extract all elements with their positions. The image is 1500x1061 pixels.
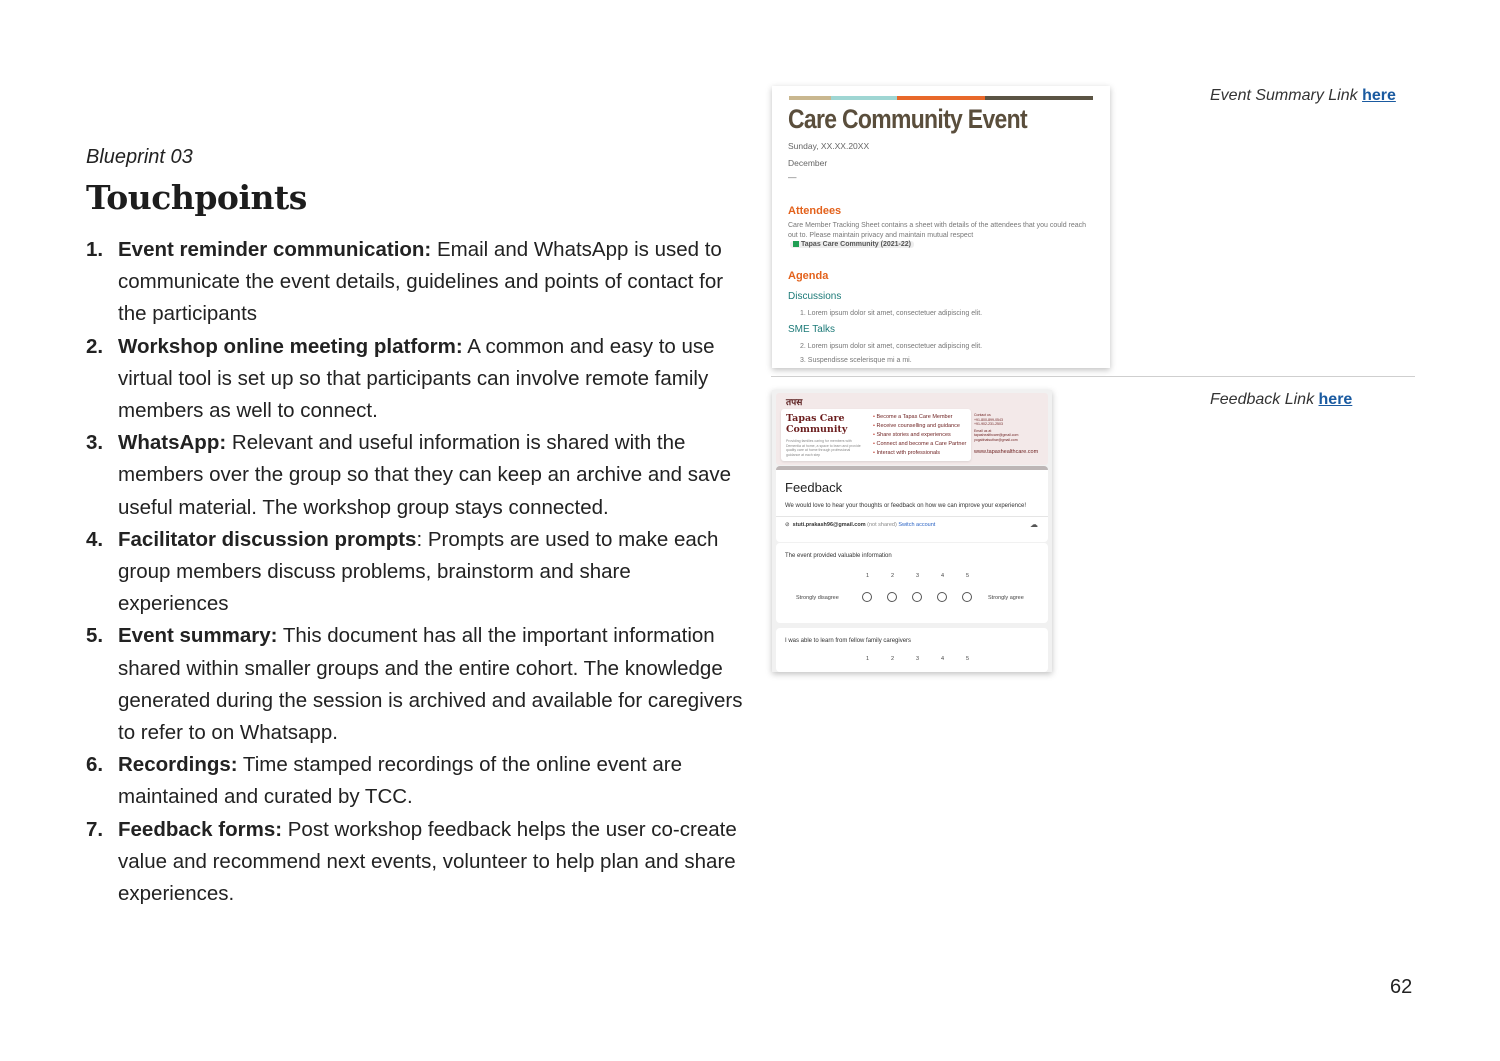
radio-2[interactable]: [887, 592, 897, 602]
scale-number: 2: [891, 573, 895, 579]
item-text: Time stamped recordings of the online event are maintained and curated by TCC.: [118, 753, 683, 809]
event-summary-link-label: [1210, 87, 1396, 105]
list-item: [86, 814, 746, 911]
list-item: [86, 524, 746, 621]
list-item: [86, 234, 746, 331]
scale-number: 2: [891, 656, 895, 662]
item-heading: Event summary:: [118, 624, 278, 648]
item-heading: Workshop online meeting platform:: [118, 334, 463, 358]
agenda-item: 1. Lorem ipsum dolor sit amet, consectetuer adipiscing elit.: [800, 310, 983, 317]
page-number: 62: [1390, 976, 1413, 998]
item-heading: Feedback forms:: [118, 817, 283, 841]
page-subtitle: Blueprint 03: [86, 146, 193, 168]
scale-number: 5: [966, 573, 970, 579]
attendees-heading: Attendees: [788, 205, 842, 217]
feedback-form-thumbnail: [772, 390, 1052, 672]
doc-title: Care Community Event: [788, 104, 1027, 134]
switch-account-link[interactable]: Switch account: [898, 522, 936, 528]
sheets-icon: [793, 241, 799, 247]
form-banner: [776, 393, 1048, 465]
phone: +91-800-899-0543: [974, 417, 1003, 422]
cloud-icon: ☁: [1030, 520, 1038, 529]
tcc-website: www.tapashealthcare.com: [974, 449, 1039, 455]
tcc-logo: तपस: [786, 397, 803, 407]
radio-3[interactable]: [912, 592, 922, 602]
link-label-text: Event Summary Link: [1210, 87, 1363, 104]
divider: [776, 516, 1048, 517]
tcc-name-line: Community: [786, 424, 848, 435]
scale-number: 1: [866, 573, 870, 579]
bar-segment: [831, 96, 897, 100]
radio-1[interactable]: [862, 592, 872, 602]
scale-number: 4: [941, 656, 945, 662]
phone: +91-902-231-2503: [974, 422, 1003, 426]
scale-number: 1: [866, 656, 870, 662]
item-heading: WhatsApp:: [118, 431, 227, 455]
tcc-contact: [974, 413, 1018, 442]
feedback-link[interactable]: here: [1318, 391, 1353, 408]
list-item: [86, 427, 746, 524]
event-summary-link[interactable]: here: [1362, 87, 1396, 104]
item-text: Post workshop feedback helps the user co-create value and recommend next events, volunteer to help plan and share experiences.: [118, 817, 737, 906]
item-heading: Facilitator discussion prompts: [118, 527, 417, 551]
doc-date: Sunday, XX.XX.20XX: [788, 141, 870, 151]
agenda-heading: Agenda: [788, 270, 829, 282]
account-email: stuti.prakash96@gmail.com: [792, 522, 866, 528]
item-text: : Prompts are used to make each group members discuss problems, brainstorm and share experiences: [118, 527, 719, 616]
item-number: 7.: [86, 817, 104, 841]
question-text: I was able to learn from fellow family caregivers: [785, 638, 912, 644]
scale-number: 3: [916, 573, 920, 579]
hidden-eye-icon: ⊘: [785, 522, 790, 528]
tcc-bullet: • Connect and become a Care Partner: [873, 440, 966, 449]
form-description: We would love to hear your thoughts or feedback on how we can improve your experience!: [785, 503, 1027, 509]
banner-card: [781, 409, 971, 461]
item-text: Relevant and useful information is shared with the members over the group so that they can keep an archive and save useful material. The workshop group stays connected.: [118, 431, 732, 519]
item-text: A common and easy to use virtual tool is set up so that participants can involve remote family members as well to connect.: [118, 334, 715, 423]
scale-low-label: Strongly disagree: [796, 595, 839, 601]
tcc-description: Providing families caring for members with Dementia at home, a space to learn and provide quality care at home through professional guidance at each step: [786, 439, 861, 457]
link-label-text: Feedback Link: [1210, 391, 1319, 408]
list-item: [86, 749, 746, 813]
tcc-name: [786, 413, 847, 435]
color-bar: [789, 96, 1093, 100]
account-row: [785, 522, 935, 528]
scale-number: 4: [941, 573, 945, 579]
tcc-bullet: • Share stories and experiences: [873, 431, 966, 440]
bar-segment: [897, 96, 985, 100]
sheet-chip[interactable]: [790, 241, 914, 248]
item-text: This document has all the important information shared within smaller groups and the entire cohort. The knowledge generated during the session is archived and available for caregivers to refer to on Whatsapp.: [118, 624, 743, 745]
page-title: Touchpoints: [86, 178, 307, 217]
scale-number: 5: [966, 656, 970, 662]
list-item: [86, 620, 746, 749]
agenda-item: 3. Suspendisse scelerisque mi a mi.: [800, 357, 912, 364]
scale-number: 3: [916, 656, 920, 662]
bar-segment: [985, 96, 1093, 100]
item-number: 5.: [86, 624, 104, 648]
scale-high-label: Strongly agree: [988, 595, 1024, 601]
doc-dash: —: [788, 172, 797, 182]
contact-label: Contact us: [974, 413, 991, 417]
question-text: The event provided valuable information: [785, 553, 892, 559]
form-header-card: [776, 466, 1048, 542]
not-shared-label: (not shared): [867, 522, 897, 528]
email: yogabhatsuthar@gmail.com: [974, 437, 1018, 442]
doc-month: December: [788, 158, 828, 168]
radio-5[interactable]: [962, 592, 972, 602]
item-heading: Recordings:: [118, 753, 238, 777]
tcc-bullets: [873, 413, 966, 458]
item-text: Email and WhatsApp is used to communicate the event details, guidelines and points of contact for the participants: [118, 238, 724, 326]
item-number: 2.: [86, 334, 104, 358]
email: tapashealthcare@gmail.com: [974, 433, 1019, 437]
agenda-item: 2. Lorem ipsum dolor sit amet, consectetuer adipiscing elit.: [800, 343, 983, 350]
item-number: 6.: [86, 753, 104, 777]
touchpoints-list: [86, 234, 746, 910]
item-heading: Event reminder communication:: [118, 238, 432, 261]
tcc-bullet: • Become a Tapas Care Member: [873, 413, 966, 422]
tcc-name-line: Tapas Care: [786, 413, 845, 424]
sheet-chip-label: Tapas Care Community (2021-22): [801, 241, 911, 248]
list-item: [86, 331, 746, 428]
item-number: 4.: [86, 527, 104, 551]
attendees-text: Care Member Tracking Sheet contains a sheet with details of the attendees that you could reach out to. Please maintain privacy and maintain mutual respect: [788, 222, 1087, 239]
sme-heading: SME Talks: [788, 324, 836, 335]
discussions-heading: Discussions: [788, 291, 842, 302]
question-card: [776, 543, 1048, 623]
bar-segment: [789, 96, 831, 100]
email-label: Email us at: [974, 428, 992, 433]
event-summary-thumbnail: [772, 86, 1110, 368]
tcc-bullet: • Interact with professionals: [873, 449, 966, 458]
question-card: [776, 628, 1048, 672]
radio-4[interactable]: [937, 592, 947, 602]
form-title: Feedback: [785, 480, 843, 495]
divider: [771, 376, 1415, 377]
item-number: 3.: [86, 431, 104, 455]
tcc-bullet: • Receive counselling and guidance: [873, 422, 966, 431]
item-number: 1.: [86, 238, 104, 261]
feedback-link-label: [1210, 391, 1352, 409]
